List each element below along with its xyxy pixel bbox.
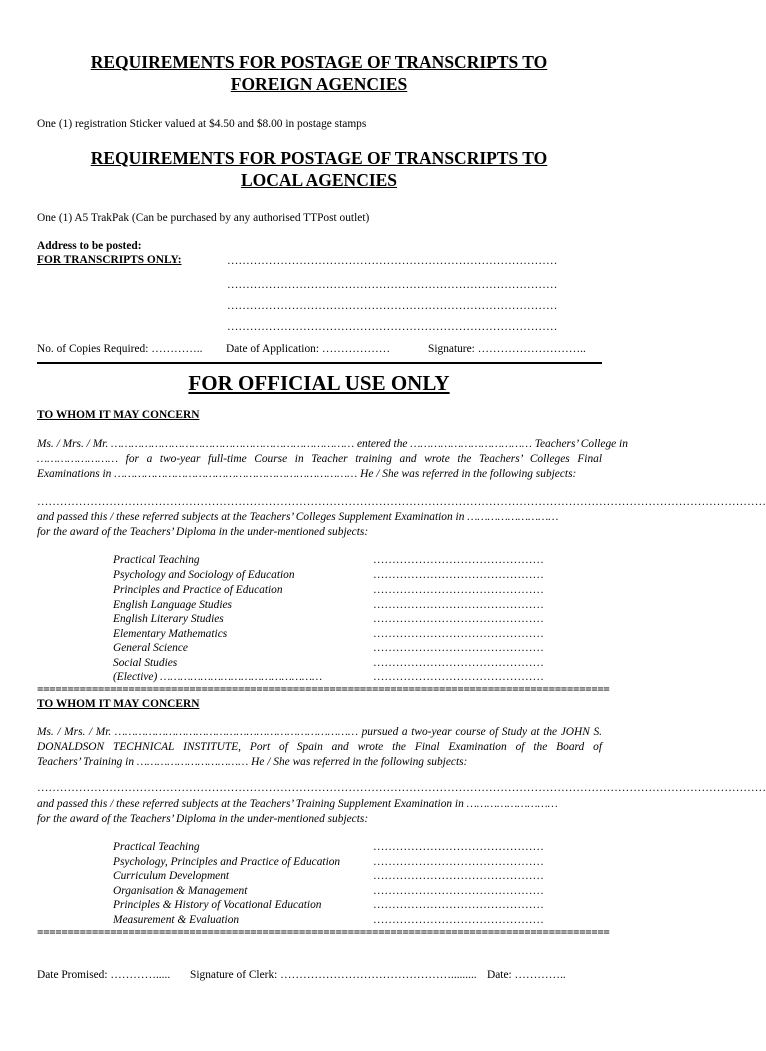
address-line-1[interactable]: …………………………………………………………………………… bbox=[227, 255, 558, 267]
section1-line5: for the award of the Teachers’ Diploma in the under-mentioned subjects: bbox=[37, 526, 369, 538]
section2-para-line1: Ms. / Mrs. / Mr. ……………………………………………………………… pursued a two-year course of Study at the JOHN S. bbox=[37, 726, 602, 738]
section1-para-line2: …………………… for a two-year full-time Course in Teacher training and wrote the Teachers’ Colleges Final bbox=[37, 453, 602, 465]
s1-subject-practical-teaching: Practical Teaching bbox=[113, 554, 200, 566]
s1-subject-principles: Principles and Practice of Education bbox=[113, 584, 283, 596]
s1-subject-elementary-maths: Elementary Mathematics bbox=[113, 628, 228, 640]
section2-para-line2: DONALDSON TECHNICAL INSTITUTE, Port of Spain and wrote the Final Examination of the Board of bbox=[37, 741, 602, 753]
s1-subject-english-language: English Language Studies bbox=[113, 599, 232, 611]
date-promised-field[interactable]: Date Promised: …………..... bbox=[37, 969, 171, 981]
transcripts-only-label: FOR TRANSCRIPTS ONLY: bbox=[37, 254, 182, 266]
section1-para-line3: Examinations in ……………………………………………………………… He / She was referred in the following subjects: bbox=[37, 468, 577, 480]
section2-dotted-line: ………………………………………………………………………………………………………………………………………………………………………… bbox=[37, 782, 766, 794]
section-divider bbox=[37, 362, 602, 364]
separator-line-bottom: ============================================================================================== bbox=[37, 927, 610, 939]
s2-grade-field[interactable]: ……………………………………… bbox=[373, 856, 544, 868]
s1-grade-field[interactable]: ……………………………………… bbox=[373, 584, 544, 596]
section1-dotted-line: ………………………………………………………………………………………………………………………………………………………………………… bbox=[37, 496, 766, 508]
date-field[interactable]: Date: ………….. bbox=[487, 969, 566, 981]
s1-grade-field[interactable]: ……………………………………… bbox=[373, 642, 544, 654]
s1-grade-field[interactable]: ……………………………………… bbox=[373, 554, 544, 566]
s1-subject-english-literary: English Literary Studies bbox=[113, 613, 224, 625]
s2-grade-field[interactable]: ……………………………………… bbox=[373, 841, 544, 853]
s2-subject-organisation: Organisation & Management bbox=[113, 885, 248, 897]
clerk-signature-field[interactable]: Signature of Clerk: ………………………………………......... bbox=[190, 969, 477, 981]
s2-subject-psychology-principles: Psychology, Principles and Practice of Education bbox=[113, 856, 341, 868]
s1-subject-social-studies: Social Studies bbox=[113, 657, 178, 669]
signature-field[interactable]: Signature: ……………………….. bbox=[428, 343, 586, 355]
s1-grade-field[interactable]: ……………………………………… bbox=[373, 657, 544, 669]
date-of-application-field[interactable]: Date of Application: ……………… bbox=[226, 343, 391, 355]
s1-grade-field[interactable]: ……………………………………… bbox=[373, 569, 544, 581]
section1-line4: and passed this / these referred subjects at the Teachers’ Colleges Supplement Examination in ……………………… bbox=[37, 511, 559, 523]
s2-subject-vocational: Principles & History of Vocational Education bbox=[113, 899, 322, 911]
address-line-2[interactable]: …………………………………………………………………………… bbox=[227, 279, 558, 291]
copies-required-field[interactable]: No. of Copies Required: ………….. bbox=[37, 343, 203, 355]
local-title-line1: REQUIREMENTS FOR POSTAGE OF TRANSCRIPTS TO bbox=[90, 148, 548, 168]
s2-grade-field[interactable]: ……………………………………… bbox=[373, 914, 544, 926]
section1-heading: TO WHOM IT MAY CONCERN bbox=[37, 409, 200, 421]
section2-line4: and passed this / these referred subjects at the Teachers’ Training Supplement Examination in ……………………… bbox=[37, 798, 558, 810]
s2-grade-field[interactable]: ……………………………………… bbox=[373, 870, 544, 882]
s1-grade-field[interactable]: ……………………………………… bbox=[373, 628, 544, 640]
section2-line5: for the award of the Teachers’ Diploma in the under-mentioned subjects: bbox=[37, 813, 369, 825]
s1-grade-field[interactable]: ……………………………………… bbox=[373, 671, 544, 683]
s2-grade-field[interactable]: ……………………………………… bbox=[373, 885, 544, 897]
local-requirement-text: One (1) A5 TrakPak (Can be purchased by any authorised TTPost outlet) bbox=[37, 212, 370, 224]
local-title-line2: LOCAL AGENCIES bbox=[240, 170, 398, 190]
section2-para-line3: Teachers’ Training in …………………………… He / She was referred in the following subjects: bbox=[37, 756, 468, 768]
s2-subject-practical-teaching: Practical Teaching bbox=[113, 841, 200, 853]
s1-grade-field[interactable]: ……………………………………… bbox=[373, 613, 544, 625]
section2-heading: TO WHOM IT MAY CONCERN bbox=[37, 698, 200, 710]
address-line-4[interactable]: …………………………………………………………………………… bbox=[227, 321, 558, 333]
s1-subject-elective: (Elective) ………………………………………… bbox=[113, 671, 323, 683]
address-line-3[interactable]: …………………………………………………………………………… bbox=[227, 300, 558, 312]
s2-grade-field[interactable]: ……………………………………… bbox=[373, 899, 544, 911]
s1-subject-psychology: Psychology and Sociology of Education bbox=[113, 569, 295, 581]
s2-subject-measurement: Measurement & Evaluation bbox=[113, 914, 240, 926]
separator-line: ============================================================================================== bbox=[37, 684, 610, 696]
s1-grade-field[interactable]: ……………………………………… bbox=[373, 599, 544, 611]
s2-subject-curriculum: Curriculum Development bbox=[113, 870, 230, 882]
foreign-title-line2: FOREIGN AGENCIES bbox=[230, 74, 408, 94]
foreign-requirement-text: One (1) registration Sticker valued at $4.50 and $8.00 in postage stamps bbox=[37, 118, 367, 130]
section1-para-line1: Ms. / Mrs. / Mr. ……………………………………………………………… entered the ……………………………… Teachers’ College in bbox=[37, 438, 628, 450]
s1-subject-general-science: General Science bbox=[113, 642, 188, 654]
official-use-title: FOR OFFICIAL USE ONLY bbox=[188, 371, 450, 395]
foreign-title-line1: REQUIREMENTS FOR POSTAGE OF TRANSCRIPTS TO bbox=[90, 52, 548, 72]
address-label: Address to be posted: bbox=[37, 240, 142, 252]
